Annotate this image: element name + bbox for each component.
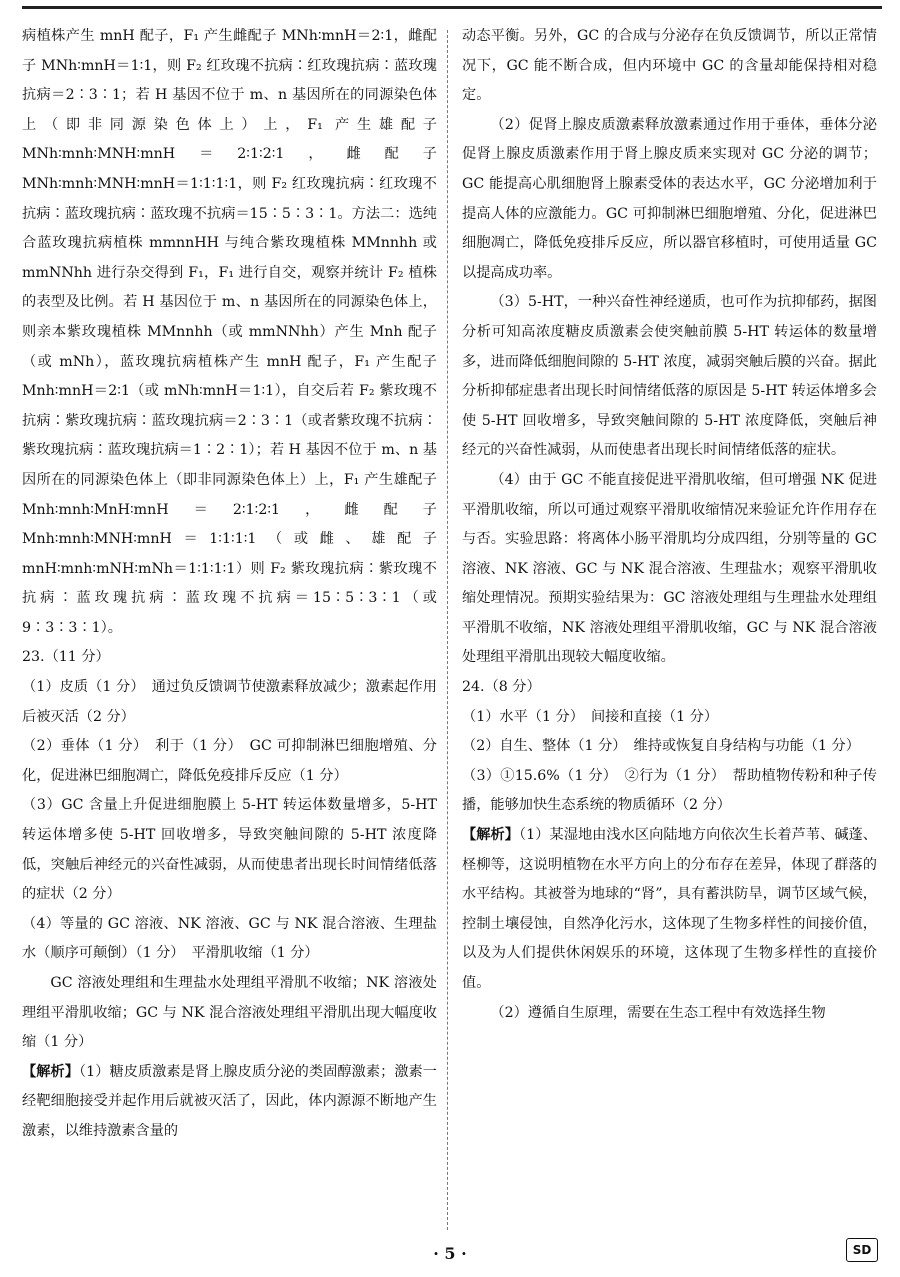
page-number: · 5 · bbox=[433, 1244, 467, 1263]
question-number: 24.（8 分） bbox=[462, 679, 541, 696]
answer-paragraph: （1）水平（1 分） 间接和直接（1 分） bbox=[462, 708, 719, 725]
answer-paragraph: （2）垂体（1 分） 利于（1 分） GC 可抑制淋巴细胞增殖、分化，促进淋巴细胞凋亡，降低免疫排斥反应（1 分） bbox=[22, 738, 437, 784]
answer-paragraph: 病植株产生 mnH 配子，F₁ 产生雌配子 MNh∶mnH＝2∶1，雌配子 MNh∶mnH＝1∶1，则 F₂ 红玫瑰不抗病∶红玫瑰抗病∶蓝玫瑰抗病＝2∶3∶1；若 H 基因不位于 m、n 基因所在的同源染色体上（即非同源染色体上）上，F₁ 产生雄配子 MNh∶mnh∶MNH∶mnH＝2∶1∶2∶1，雌配子 MNh∶mnh∶MNH∶mnH＝1∶1∶1∶1，则 F₂ 红玫瑰抗病∶红玫瑰不抗病∶蓝玫瑰抗病∶蓝玫瑰不抗病＝15∶5∶3∶1。方法二：选纯合蓝玫瑰抗病植株 mmnnHH 与纯合紫玫瑰植株 MMnnhh 或 mmNNhh 进行杂交得到 F₁，F₁ 进行自交，观察并统计 F₂ 植株的表型及比例。若 H 基因位于 m、n 基因所在的同源染色体上，则亲本紫玫瑰植株 MMnnhh（或 mmNNhh）产生 Mnh 配子（或 mNh），蓝玫瑰抗病植株产生 mnH 配子，F₁ 产生配子 Mnh∶mnH＝2∶1（或 mNh∶mnH＝1∶1），自交后若 F₂ 紫玫瑰不抗病∶紫玫瑰抗病∶蓝玫瑰抗病＝2∶3∶1（或者紫玫瑰不抗病∶紫玫瑰抗病∶蓝玫瑰抗病＝1∶2∶1）；若 H 基因不位于 m、n 基因所在的同源染色体上（即非同源染色体上）上，F₁ 产生雄配子 Mnh∶mnh∶MnH∶mnH＝2∶1∶2∶1，雌配子 Mnh∶mnh∶MNH∶mnH＝1∶1∶1∶1（或雌、雄配子 mnH∶mnh∶mNH∶mNh＝1∶1∶1∶1）则 F₂ 紫玫瑰抗病∶紫玫瑰不抗病∶蓝玫瑰抗病∶蓝玫瑰不抗病＝15∶5∶3∶1（或 9∶3∶3∶1）。 bbox=[22, 28, 437, 636]
top-rule bbox=[22, 6, 882, 9]
answer-paragraph: 动态平衡。另外，GC 的合成与分泌存在负反馈调节，所以正常情况下，GC 能不断合成，但内环境中 GC 的含量却能保持相对稳定。 bbox=[462, 28, 877, 104]
answer-paragraph: （1）皮质（1 分） 通过负反馈调节使激素释放减少；激素起作用后被灭活（2 分） bbox=[22, 679, 437, 725]
answer-paragraph: （4）由于 GC 不能直接促进平滑肌收缩，但可增强 NK 促进平滑肌收缩，所以可通过观察平滑肌收缩情况来验证允许作用存在与否。实验思路：将离体小肠平滑肌均分成四组，分别等量的 GC 溶液、NK 溶液、GC 与 NK 混合溶液、生理盐水；观察平滑肌收缩处理情况。预期实验结果为：GC 溶液处理组与生理盐水处理组平滑肌不收缩，NK 溶液处理组平滑肌收缩，GC 与 NK 混合溶液处理组平滑肌出现较大幅度收缩。 bbox=[462, 471, 877, 666]
right-column bbox=[462, 22, 877, 1028]
analysis-paragraph bbox=[22, 1058, 437, 1147]
analysis-text: （1）糖皮质激素是肾上腺皮质分泌的类固醇激素；激素一经靶细胞接受并起作用后就被灭活了，因此，体内源源不断地产生激素，以维持激素含量的 bbox=[22, 1063, 437, 1139]
answer-paragraph: GC 溶液处理组和生理盐水处理组平滑肌不收缩；NK 溶液处理组平滑肌收缩；GC 与 NK 混合溶液处理组平滑肌出现大幅度收缩（1 分） bbox=[22, 975, 437, 1051]
analysis-tag: 【解析】 bbox=[462, 827, 519, 844]
column-divider bbox=[447, 30, 448, 1230]
left-column bbox=[22, 22, 437, 1147]
answer-paragraph: （3）①15.6%（1 分） ②行为（1 分） 帮助植物传粉和种子传播，能够加快生态系统的物质循环（2 分） bbox=[462, 767, 877, 814]
question-number: 23.（11 分） bbox=[22, 649, 110, 666]
answer-paragraph: （4）等量的 GC 溶液、NK 溶液、GC 与 NK 混合溶液、生理盐水（顺序可颠倒）（1 分） 平滑肌收缩（1 分） bbox=[22, 915, 437, 962]
answer-paragraph: （3）GC 含量上升促进细胞膜上 5-HT 转运体数量增多，5-HT 转运体增多使 5-HT 回收增多，导致突触间隙的 5-HT 浓度降低，突触后神经元的兴奋性减弱，从而使患者出现长时间情绪低落的症状（2 分） bbox=[22, 797, 437, 903]
answer-paragraph: （2）促肾上腺皮质激素释放激素通过作用于垂体，垂体分泌促肾上腺皮质激素作用于肾上腺皮质来实现对 GC 分泌的调节；GC 能提高心肌细胞肾上腺素受体的表达水平，GC 分泌增加利于提高人体的应激能力。GC 可抑制淋巴细胞增殖、分化，促进淋巴细胞凋亡，降低免疫排斥反应，所以器官移植时，可使用适量 GC 以提高成功率。 bbox=[462, 116, 877, 281]
analysis-paragraph bbox=[462, 821, 877, 999]
analysis-text: （1）某湿地由浅水区向陆地方向依次生长着芦苇、碱蓬、柽柳等，这说明植物在水平方向上的分布存在差异，体现了群落的水平结构。其被誉为地球的“肾”，具有蓄洪防旱，调节区域气候，控制土壤侵蚀，自然净化污水，这体现了生物多样性的间接价值，以及为人们提供休闲娱乐的环境，这体现了生物多样性的直接价值。 bbox=[462, 827, 877, 991]
answer-paragraph: （2）遵循自生原理，需要在生态工程中有效选择生物 bbox=[490, 1004, 826, 1021]
publisher-badge: SD bbox=[846, 1238, 878, 1262]
answer-paragraph: （3）5-HT，一种兴奋性神经递质，也可作为抗抑郁药，据图分析可知高浓度糖皮质激素会使突触前膜 5-HT 转运体的数量增多，进而降低细胞间隙的 5-HT 浓度，减弱突触后膜的兴奋。据此分析抑郁症患者出现长时间情绪低落的原因是 5-HT 转运体增多会使 5-HT 回收增多，导致突触间隙的 5-HT 浓度降低，突触后神经元的兴奋性减弱，从而使患者出现长时间情绪低落的症状。 bbox=[462, 294, 877, 459]
analysis-tag: 【解析】 bbox=[22, 1063, 79, 1080]
answer-paragraph: （2）自生、整体（1 分） 维持或恢复自身结构与功能（1 分） bbox=[462, 738, 860, 755]
